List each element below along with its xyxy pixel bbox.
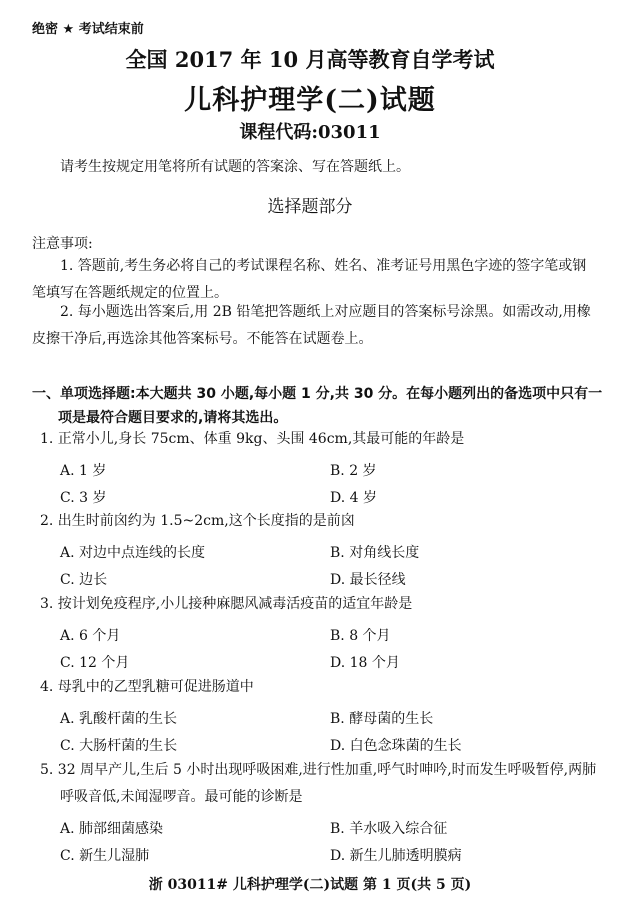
option-a: A. 6 个月 <box>60 628 121 644</box>
question-stem <box>40 757 600 811</box>
option-d: D. 新生儿肺透明膜病 <box>330 848 462 864</box>
option-a: A. 乳酸杆菌的生长 <box>60 711 178 727</box>
option-b: B. 对角线长度 <box>330 545 420 561</box>
instruction-text: 请考生按规定用笔将所有试题的答案涂、写在答题纸上。 <box>60 159 410 175</box>
subject-title: 儿科护理学(二)试题 <box>184 85 436 116</box>
option-b: B. 2 岁 <box>330 463 377 479</box>
option-d: D. 4 岁 <box>330 490 377 506</box>
part-heading <box>32 382 612 430</box>
option-d: D. 白色念珠菌的生长 <box>330 738 462 754</box>
option-c: C. 3 岁 <box>60 490 107 506</box>
confidential-label: 绝密 ★ 考试结束前 <box>32 22 144 37</box>
option-b: B. 8 个月 <box>330 628 391 644</box>
option-d: D. 18 个月 <box>330 655 400 671</box>
notes-title: 注意事项: <box>32 236 93 252</box>
option-a: A. 对边中点连线的长度 <box>60 545 206 561</box>
course-code: 课程代码:03011 <box>239 122 381 143</box>
question-stem: 3. 按计划免疫程序,小儿接种麻腮风减毒活疫苗的适宜年龄是 <box>40 596 413 612</box>
option-a: A. 1 岁 <box>60 463 107 479</box>
option-c: C. 新生儿湿肺 <box>60 848 150 864</box>
option-d: D. 最长径线 <box>330 572 406 588</box>
option-c: C. 边长 <box>60 572 108 588</box>
question-stem: 2. 出生时前囟约为 1.5~2cm,这个长度指的是前囟 <box>40 513 355 529</box>
section-title: 选择题部分 <box>267 197 353 217</box>
option-b: B. 酵母菌的生长 <box>330 711 434 727</box>
option-c: C. 12 个月 <box>60 655 130 671</box>
option-c: C. 大肠杆菌的生长 <box>60 738 178 754</box>
question-stem-text: 5. 32 周早产儿,生后 5 小时出现呼吸困难,进行性加重,呼气时呻吟,时而发生呼吸暂停,两肺呼吸音低,未闻湿啰音。最可能的诊断是 <box>40 762 597 805</box>
note-item: 1. 答题前,考生务必将自己的考试课程名称、姓名、准考证号用黑色字迹的签字笔或钢笔填写在答题纸规定的位置上。 <box>32 258 587 301</box>
option-b: B. 羊水吸入综合征 <box>330 821 448 837</box>
exam-title: 全国 2017 年 10 月高等教育自学考试 <box>125 47 495 72</box>
note-item: 2. 每小题选出答案后,用 2B 铅笔把答题纸上对应题目的答案标号涂黑。如需改动,用橡皮擦干净后,再选涂其他答案标号。不能答在试题卷上。 <box>32 304 591 347</box>
question-stem: 4. 母乳中的乙型乳糖可促进肠道中 <box>40 679 254 695</box>
question-stem: 1. 正常小儿,身长 75cm、体重 9kg、头围 46cm,其最可能的年龄是 <box>40 431 465 447</box>
option-a: A. 肺部细菌感染 <box>60 821 164 837</box>
part-heading-text: 一、单项选择题:本大题共 30 小题,每小题 1 分,共 30 分。在每小题列出的备选项中只有一项是最符合题目要求的,请将其选出。 <box>32 386 603 426</box>
page-footer: 浙 03011# 儿科护理学(二)试题 第 1 页(共 5 页) <box>148 877 472 893</box>
